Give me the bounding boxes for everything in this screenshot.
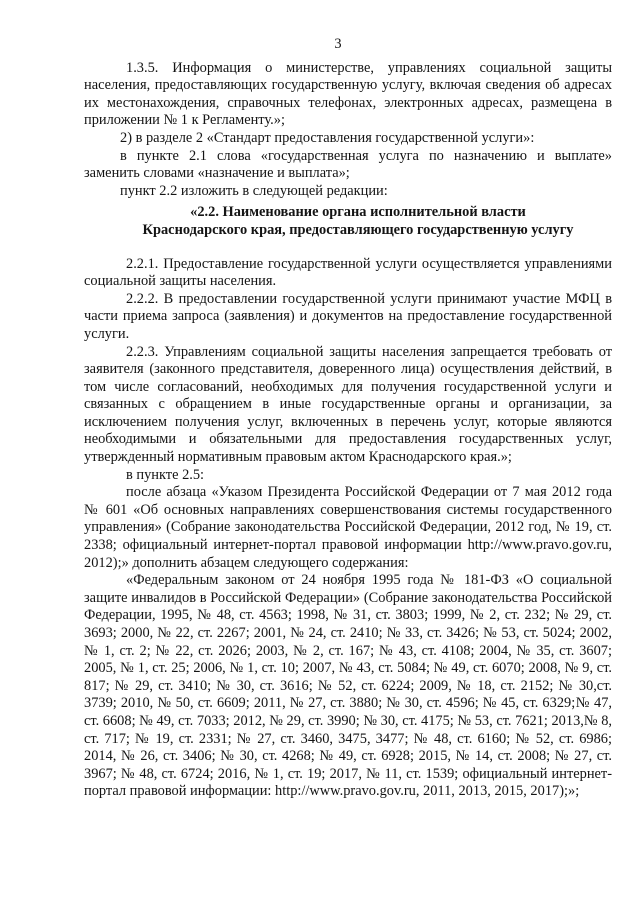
- paragraph-2-2-3: 2.2.3. Управлениям социальной защиты населения запрещается требовать от заявителя (законного представителя, доверенного лица) осуществления действий, в том числе согласований, необходимых для получения государственной услуги и связанных с обращением в иные государственные органы и организации, за исключением получения услуг, включенных в перечень услуг, которые являются необходимыми и обязательными для предоставления государственных услуг, утвержденный нормативным правовым актом Краснодарского края.»;: [84, 343, 612, 466]
- paragraph-item-2-5: в пункте 2.5:: [126, 466, 205, 483]
- paragraph-2-2-2: 2.2.2. В предоставлении государственной услуги принимают участие МФЦ в части приема запроса (заявления) и документов на предоставление государственной услуги.: [84, 290, 612, 342]
- heading-line-2: Краснодарского края, предоставляющего государственную услугу: [142, 221, 574, 238]
- paragraph-item-2-2-intro: пункт 2.2 изложить в следующей редакции:: [120, 182, 388, 199]
- page-number: 3: [334, 36, 342, 52]
- paragraph-federal-law: «Федеральным законом от 24 ноября 1995 года № 181-ФЗ «О социальной защите инвалидов в Российской Федерации» (Собрание законодательства Российской Федерации, 1995, № 48, ст. 4563; 1998, № 31, ст. 3803; 1999, № 2, ст. 232; № 29, ст. 3693; 2000, № 22, ст. 2267; 2001, № 24, ст. 2410; № 33, ст. 3426; № 53, ст. 5024; 2002, № 1, ст. 2; № 22, ст. 2026; 2003, № 2, ст. 167; № 43, ст. 4108; 2004, № 35, ст. 3607; 2005, № 1, ст. 25; 2006, № 1, ст. 10; 2007, № 43, ст. 5084; № 49, ст. 6070; 2008, № 9, ст. 817; № 29, ст. 3410; № 30, ст. 3616; № 52, ст. 6224; 2009, № 18, ст. 2152; № 30,ст. 3739; 2010, № 50, ст. 6609; 2011, № 27, ст. 3880; № 30, ст. 4596; № 45, ст. 6329;№ 47, ст. 6608; № 49, ст. 7033; 2012, № 29, ст. 3990; № 30, ст. 4175; № 53, ст. 7621; 2013,№ 8, ст. 717; № 19, ст. 2331; № 27, ст. 3460, 3475, 3477; № 48, ст. 6160; № 52, ст. 6986; 2014, № 26, ст. 3406; № 30, ст. 4268; № 49, ст. 6928; 2015, № 14, ст. 2008; № 27, ст. 3967; № 48, ст. 6724; 2016, № 1, ст. 19; 2017, № 11, ст. 1539; официальный интернет-портал правовой информации: http://www.pravo.gov.ru, 2011, 2013, 2015, 2017);»;: [84, 572, 612, 800]
- paragraph-after-abzac: после абзаца «Указом Президента Российской Федерации от 7 мая 2012 года № 601 «Об основных направлениях совершенствования системы государственного управления» (Собрание законодательства Российской Федерации, 2012 год, № 19, ст. 2338; официальный интернет-портал правовой информации http://www.pravo.gov.ru, 2012);» дополнить абзацем следующего содержания:: [84, 484, 612, 571]
- spacer: [84, 248, 612, 256]
- paragraph-1-3-5: 1.3.5. Информация о министерстве, управлениях социальной защиты населения, предоставляющих государственную услугу, включая сведения об адресах их местонахождения, справочных телефонах, электронных адресах, размещена в приложении № 1 к Регламенту.»;: [84, 59, 612, 129]
- paragraph-2-2-1: 2.2.1. Предоставление государственной услуги осуществляется управлениями социальной защиты населения.: [84, 255, 612, 290]
- paragraph-item-2-1: в пункте 2.1 слова «государственная услуга по назначению и выплате» заменить словами «назначение и выплата»;: [84, 147, 612, 182]
- heading-line-1: «2.2. Наименование органа исполнительной власти: [190, 204, 526, 221]
- paragraph-section-2: 2) в разделе 2 «Стандарт предоставления государственной услуги»:: [120, 129, 535, 146]
- section-heading: [84, 204, 612, 239]
